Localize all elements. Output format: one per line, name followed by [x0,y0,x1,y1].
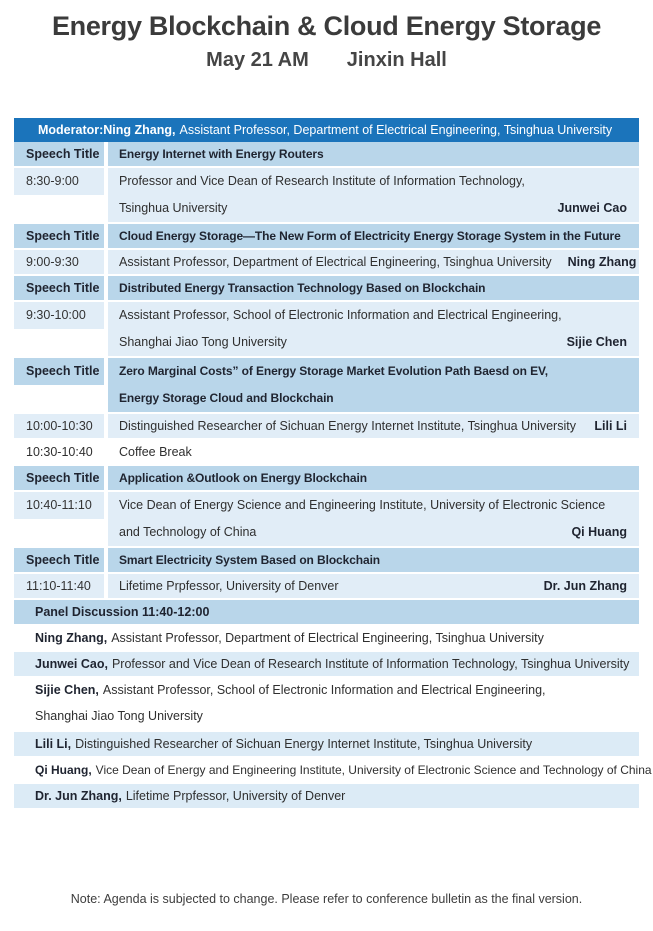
panel-member-row [14,652,639,676]
session-title: Cloud Energy Storage—The New Form of Electricity Energy Storage System in the Future [119,229,621,243]
panel-discussion-header: Panel Discussion 11:40-12:00 [14,600,639,624]
session-description: Shanghai Jiao Tong University [119,335,287,349]
panel-member-row [14,784,639,808]
panel-member-name: Qi Huang, [35,763,92,777]
moderator-description: Assistant Professor, Department of Electrical Engineering, Tsinghua University [179,123,613,137]
speaker-name: Qi Huang [571,525,627,539]
speaker-name: Junwei Cao [557,201,627,215]
panel-member-name: Sijie Chen, [35,683,99,697]
panel-member-row-continued [14,702,639,730]
coffee-break-time: 10:30-10:40 [14,440,104,464]
session-time: 11:10-11:40 [14,574,104,598]
footer-note: Note: Agenda is subjected to change. Please refer to conference bulletin as the final version. [70,892,583,906]
speaker-name: Ning Zhang [567,255,637,269]
panel-member-desc: Assistant Professor, School of Electronic Information and Electrical Engineering, [102,683,546,697]
date-label: May 21 AM [206,49,309,71]
speech-title-label: Speech Title [14,224,104,248]
panel-member-name: Junwei Cao, [35,657,108,671]
session-title: Zero Marginal Costs” of Energy Storage Market Evolution Path Baesd on EV, [119,364,549,378]
speech-title-row [14,466,639,490]
session-description: Assistant Professor, School of Electronic Information and Electrical Engineering, [119,308,562,322]
session-time: 10:40-11:10 [14,492,104,519]
speech-title-label: Speech Title [14,276,104,300]
session-title: Energy Storage Cloud and Blockchain [119,391,334,405]
moderator-row [14,118,639,142]
session-row [14,250,639,274]
speaker-name: Dr. Jun Zhang [543,579,627,593]
session-description: Assistant Professor, Department of Electrical Engineering, Tsinghua University [119,255,552,269]
page-title: Energy Blockchain & Cloud Energy Storage [51,11,602,41]
page-header [0,0,653,72]
speech-title-row [14,276,639,300]
session-title: Smart Electricity System Based on Blockchain [119,553,381,567]
panel-member-name: Dr. Jun Zhang, [35,789,122,803]
panel-member-desc: Assistant Professor, Department of Electrical Engineering, Tsinghua University [111,631,544,645]
session-description: Tsinghua University [119,201,228,215]
venue-label: Jinxin Hall [346,49,447,71]
speech-title-row [14,224,639,248]
speech-title-label: Speech Title [14,548,104,572]
speech-title-label: Speech Title [14,358,104,385]
session-row [14,574,639,598]
session-title: Distributed Energy Transaction Technology Based on Blockchain [119,281,486,295]
speech-title-row [14,358,639,412]
panel-member-row [14,732,639,756]
panel-member-desc: Distinguished Researcher of Sichuan Energy Internet Institute, Tsinghua University [75,737,533,751]
session-row [14,414,639,438]
panel-member-desc: Vice Dean of Energy and Engineering Institute, University of Electronic Science and Technology of China [95,763,652,777]
panel-member-name: Lili Li, [35,737,72,751]
session-time: 8:30-9:00 [14,168,104,195]
session-description: Distinguished Researcher of Sichuan Energy Internet Institute, Tsinghua University [119,419,576,433]
coffee-break-row [14,440,639,464]
session-title: Application &Outlook on Energy Blockchain [119,471,367,485]
session-time: 10:00-10:30 [14,414,104,438]
session-description: Lifetime Prpfessor, University of Denver [119,579,339,593]
panel-member-desc: Lifetime Prpfessor, University of Denver [125,789,346,803]
panel-member-desc: Shanghai Jiao Tong University [35,709,203,723]
panel-member-row [14,626,639,650]
session-title: Energy Internet with Energy Routers [119,147,324,161]
speech-title-row [14,548,639,572]
agenda-table [14,118,652,808]
page-subtitle [0,49,653,72]
panel-member-name: Ning Zhang, [35,631,108,645]
session-row [14,302,639,356]
speaker-name: Lili Li [594,419,627,433]
panel-member-desc: Professor and Vice Dean of Research Institute of Information Technology, Tsinghua University [111,657,630,671]
session-row [14,168,639,222]
session-description: Professor and Vice Dean of Research Institute of Information Technology, [119,174,525,188]
panel-member-row [14,758,652,782]
session-description: and Technology of China [119,525,257,539]
moderator-name: Moderator:Ning Zhang, [38,123,176,137]
session-time: 9:00-9:30 [14,250,104,274]
speaker-name: Sijie Chen [566,335,627,349]
speech-title-label: Speech Title [14,466,104,490]
coffee-break-label: Coffee Break [119,445,192,459]
session-row [14,492,639,546]
session-description: Vice Dean of Energy Science and Engineering Institute, University of Electronic Science [119,498,606,512]
panel-member-row [14,678,639,702]
speech-title-label: Speech Title [14,142,104,166]
speech-title-row [14,142,639,166]
session-time: 9:30-10:00 [14,302,104,329]
